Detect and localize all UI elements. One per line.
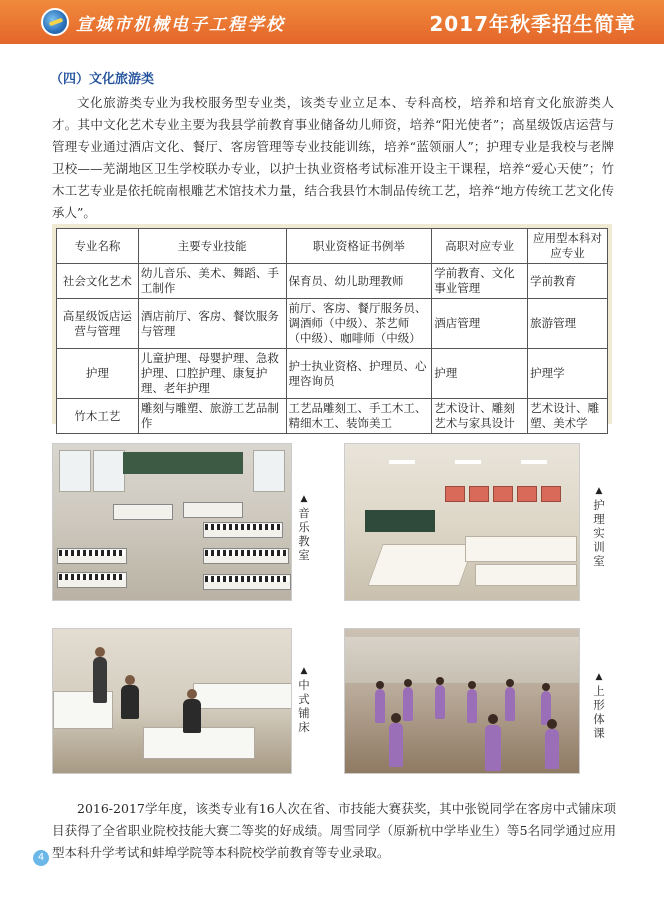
cell-undergraduate: 艺术设计、雕塑、美术学 xyxy=(528,399,608,434)
header-major: 专业名称 xyxy=(57,229,139,264)
dancer-head xyxy=(542,683,550,691)
cell-undergraduate: 旅游管理 xyxy=(528,299,608,349)
person-head xyxy=(95,647,105,657)
display-table xyxy=(465,536,577,562)
blackboard xyxy=(123,452,243,474)
wall-mirror xyxy=(345,637,580,683)
table-row xyxy=(57,349,608,399)
majors-table xyxy=(56,228,608,434)
wall-poster xyxy=(445,486,465,502)
page-number: 4 xyxy=(33,850,49,866)
cell-skills: 幼儿音乐、美术、舞蹈、手工制作 xyxy=(138,264,286,299)
caption-text: 上形体课 xyxy=(593,684,605,740)
school-name: 宣城市机械电子工程学校 xyxy=(76,15,285,35)
person-head xyxy=(125,675,135,685)
dancer-head xyxy=(376,681,384,689)
cell-major: 高星级饭店运营与管理 xyxy=(57,299,139,349)
dancer xyxy=(505,687,515,721)
dancer-head xyxy=(506,679,514,687)
dance-class-caption xyxy=(592,672,606,740)
table-row xyxy=(57,264,608,299)
dancer-head xyxy=(468,681,476,689)
cell-undergraduate: 学前教育 xyxy=(528,264,608,299)
triangle-up-icon: ▲ xyxy=(300,494,308,504)
school-logo-icon xyxy=(41,8,69,36)
dancer xyxy=(403,687,413,721)
dancer xyxy=(545,729,559,769)
header-undergraduate: 应用型本科对应专业 xyxy=(528,229,608,264)
person-head xyxy=(187,689,197,699)
caption-text: 音乐教室 xyxy=(298,506,310,562)
dancer-head xyxy=(547,719,557,729)
cell-certificates: 保育员、幼儿助理教师 xyxy=(286,264,432,299)
wall-poster xyxy=(493,486,513,502)
header-vocational: 高职对应专业 xyxy=(432,229,528,264)
bed-making-caption xyxy=(297,666,311,734)
person xyxy=(93,657,107,703)
music-classroom-caption xyxy=(297,494,311,562)
dancer xyxy=(485,725,501,771)
window xyxy=(253,450,285,492)
header-skills: 主要专业技能 xyxy=(138,229,286,264)
cell-vocational: 艺术设计、雕刻艺术与家具设计 xyxy=(432,399,528,434)
window xyxy=(59,450,91,492)
dancer-head xyxy=(436,677,444,685)
piano-keys xyxy=(205,550,287,556)
piano xyxy=(183,502,243,518)
window xyxy=(93,450,125,492)
cell-major: 社会文化艺术 xyxy=(57,264,139,299)
cell-major: 护理 xyxy=(57,349,139,399)
person xyxy=(183,699,201,733)
cell-vocational: 护理 xyxy=(432,349,528,399)
ceiling-light xyxy=(455,460,481,464)
cell-certificates: 前厅、客房、餐厅服务员、调酒师（中级）、茶艺师（中级）、咖啡师（中级） xyxy=(286,299,432,349)
piano-keys xyxy=(205,524,281,530)
achievements-paragraph: 2016-2017学年度，该类专业有16人次在省、市技能大赛获奖，其中张锐同学在客房中式铺床项目获得了全省职业院校技能大赛二等奖的好成绩。周雪同学（原新杭中学毕业生）等5名同学通过应用型本科升学考试和蚌埠学院等本科院校学前教育等专业录取。 xyxy=(52,801,616,860)
triangle-up-icon: ▲ xyxy=(300,666,308,676)
cell-skills: 儿童护理、母婴护理、急救护理、口腔护理、康复护理、老年护理 xyxy=(138,349,286,399)
nursing-lab-caption xyxy=(592,486,606,568)
table-header-row xyxy=(57,229,608,264)
display-table xyxy=(367,544,474,586)
wall-poster xyxy=(469,486,489,502)
dancer-head xyxy=(488,714,498,724)
dance-class-photo xyxy=(344,628,580,774)
bed xyxy=(193,683,292,709)
piano-keys xyxy=(205,576,289,582)
cell-vocational: 学前教育、文化事业管理 xyxy=(432,264,528,299)
triangle-up-icon: ▲ xyxy=(595,672,603,682)
music-classroom-photo xyxy=(52,443,292,601)
wall-poster xyxy=(541,486,561,502)
dancer-head xyxy=(391,713,401,723)
display-table xyxy=(475,564,577,586)
header-certificates: 职业资格证书例举 xyxy=(286,229,432,264)
section-heading: （四）文化旅游类 xyxy=(50,72,155,87)
dancer xyxy=(389,723,403,767)
nursing-lab-photo xyxy=(344,443,580,601)
person xyxy=(121,685,139,719)
cell-skills: 酒店前厅、客房、餐饮服务与管理 xyxy=(138,299,286,349)
section-intro: 文化旅游类专业为我校服务型专业类，该类专业立足本、专科高校，培养和培育文化旅游类人才。其中文化艺术专业主要为我县学前教育事业储备幼儿师资，培养“阳光使者”；高星级饭店运营与管理专业通过酒店文化、餐厅、客房管理等专业技能训练，培养“蓝领丽人”；护理专业是我校与老牌卫校——芜湖地区卫生学校联办专业，以护士执业资格考试标准开设主干课程，培养“爱心天使”；竹木工艺专业是依托皖南根雕艺术馆技术力量，结合我县竹木制品传统工艺，培养“地方传统工艺文化传承人”。 xyxy=(52,95,614,220)
dancer-head xyxy=(404,679,412,687)
cell-vocational: 酒店管理 xyxy=(432,299,528,349)
piano-keys xyxy=(59,574,125,580)
caption-text: 中式铺床 xyxy=(298,678,310,734)
wall-poster xyxy=(517,486,537,502)
ceiling-light xyxy=(389,460,415,464)
caption-text: 护理实训室 xyxy=(593,498,605,568)
dancer xyxy=(435,685,445,719)
dancer xyxy=(375,689,385,723)
dancer xyxy=(467,689,477,723)
ceiling-light xyxy=(521,460,547,464)
triangle-up-icon: ▲ xyxy=(595,486,603,496)
cell-certificates: 工艺品雕刻工、手工木工、精细木工、装饰美工 xyxy=(286,399,432,434)
table-row xyxy=(57,399,608,434)
table-row xyxy=(57,299,608,349)
cell-skills: 雕刻与雕塑、旅游工艺品制作 xyxy=(138,399,286,434)
majors-table-panel xyxy=(52,224,612,430)
cell-major: 竹木工艺 xyxy=(57,399,139,434)
brochure-title: 2017年秋季招生简章 xyxy=(429,12,636,36)
page-header xyxy=(0,0,664,44)
cell-undergraduate: 护理学 xyxy=(528,349,608,399)
cell-certificates: 护士执业资格、护理员、心理咨询员 xyxy=(286,349,432,399)
piano-keys xyxy=(59,550,125,556)
bed-making-photo xyxy=(52,628,292,774)
piano xyxy=(113,504,173,520)
blackboard xyxy=(365,510,435,532)
